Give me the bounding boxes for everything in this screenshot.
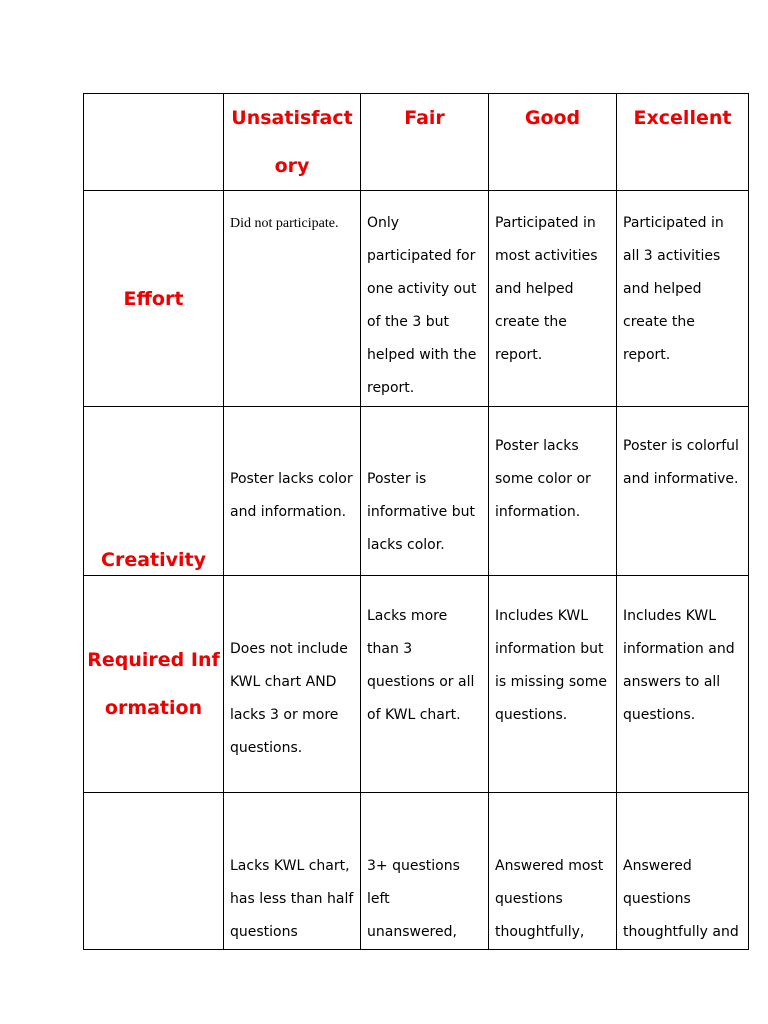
rubric-cell xyxy=(224,407,361,576)
cell-text: Participated in all 3 activities and helped create the report. xyxy=(623,215,724,363)
rubric-cell xyxy=(489,407,617,576)
cell-text: Answered questions thoughtfully and xyxy=(623,858,739,940)
rubric-cell xyxy=(617,191,749,407)
rubric-row-required-information xyxy=(84,576,749,793)
cell-text: Lacks KWL chart, has less than half questions xyxy=(230,858,354,940)
row-label-cell xyxy=(84,793,224,950)
rubric-table xyxy=(83,93,749,950)
rubric-cell xyxy=(617,576,749,793)
cell-text: Does not include KWL chart AND lacks 3 or more questions. xyxy=(230,641,348,756)
header-blank xyxy=(84,94,224,191)
header-excellent: Excellent xyxy=(617,94,749,191)
header-fair: Fair xyxy=(361,94,489,191)
cell-text: Poster lacks some color or information. xyxy=(495,438,591,520)
rubric-cell xyxy=(489,576,617,793)
header-good: Good xyxy=(489,94,617,191)
cell-text: Poster is informative but lacks color. xyxy=(367,471,475,553)
rubric-row-creativity xyxy=(84,407,749,576)
cell-text: Participated in most activities and helped create the report. xyxy=(495,215,598,363)
header-unsatisfactory: Unsatisfactory xyxy=(224,94,361,191)
rubric-cell xyxy=(617,407,749,576)
rubric-cell xyxy=(224,191,361,407)
row-label-cell xyxy=(84,576,224,793)
cell-text: 3+ questions left unanswered, xyxy=(367,858,460,940)
row-label-required-information: Required Information xyxy=(87,649,220,719)
cell-text: Lacks more than 3 questions or all of KWL chart. xyxy=(367,608,475,723)
row-label-creativity: Creativity xyxy=(101,549,206,571)
row-label-effort: Effort xyxy=(123,287,184,310)
rubric-cell xyxy=(361,407,489,576)
rubric-cell xyxy=(224,576,361,793)
rubric-cell xyxy=(361,576,489,793)
rubric-cell xyxy=(224,793,361,950)
rubric-cell xyxy=(361,191,489,407)
header-row xyxy=(84,94,749,191)
rubric-cell xyxy=(489,191,617,407)
cell-text: Answered most questions thoughtfully, xyxy=(495,858,604,940)
cell-text: Only participated for one activity out of the 3 but helped with the report. xyxy=(367,215,477,396)
cell-text: Poster is colorful and informative. xyxy=(623,438,739,487)
rubric-cell xyxy=(489,793,617,950)
cell-text: Includes KWL information and answers to all questions. xyxy=(623,608,735,723)
rubric-row-answers xyxy=(84,793,749,950)
row-label-cell xyxy=(84,407,224,576)
rubric-cell xyxy=(617,793,749,950)
row-label-cell xyxy=(84,191,224,407)
rubric-row-effort xyxy=(84,191,749,407)
cell-text: Did not participate. xyxy=(230,216,339,231)
cell-text: Poster lacks color and information. xyxy=(230,471,353,520)
cell-text: Includes KWL information but is missing some questions. xyxy=(495,608,607,723)
rubric-cell xyxy=(361,793,489,950)
